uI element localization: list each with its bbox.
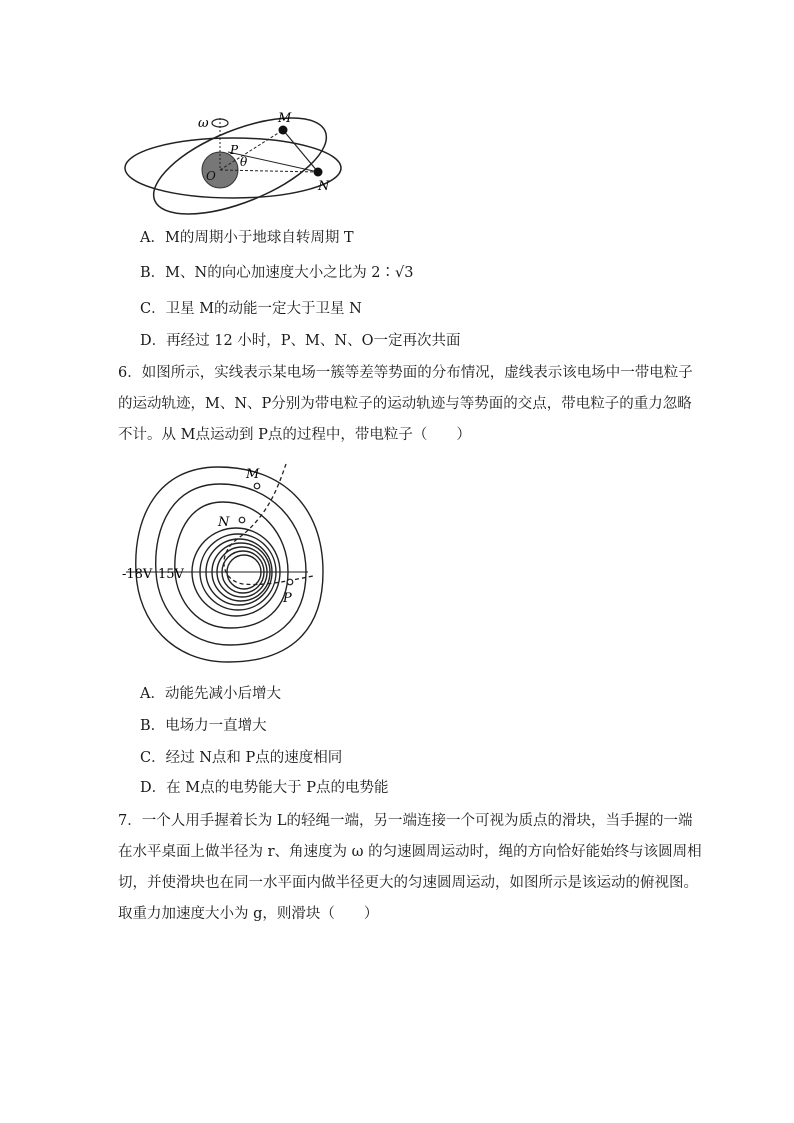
satellite-M [279,126,288,135]
q6-option-d: D．在 M点的电势能大于 P点的电势能 [140,780,389,796]
label-P: P [230,143,239,157]
q6-line-1: 6．如图所示，实线表示某电场一簇等差等势面的分布情况，虚线表示该电场中一带电粒子 [118,365,693,381]
q7-line-3: 切，并使滑块也在同一水平面内做半径更大的匀速圆周运动，如图所示是该运动的俯视图。 [118,875,698,891]
q7-line-2: 在水平桌面上做半径为 r、角速度为 ω 的匀速圆周运动时，绳的方向恰好能始终与该圆周相 [118,844,702,860]
label-N: N [318,179,330,194]
particle-trajectory [224,464,313,585]
point-M [254,483,260,489]
point-N [239,517,245,523]
q5-option-a: A．M的周期小于地球自转周期 T [140,230,354,246]
equipotential-figure [118,462,338,672]
q5-option-c: C．卫星 M的动能一定大于卫星 N [140,301,362,317]
q5-option-b: B．M、N的向心加速度大小之比为 2∶√3 [140,265,414,281]
label-omega: ω [198,116,209,131]
label-O: O [206,169,216,183]
q6-line-3: 不计。从 M点运动到 P点的过程中，带电粒子（ ） [118,427,471,443]
label-18v: -18V [122,567,153,582]
q7-line-1: 7．一个人用手握着长为 L的轻绳一端，另一端连接一个可视为质点的滑块，当手握的一端 [118,813,693,829]
q5-option-d: D．再经过 12 小时，P、M、N、O一定再次共面 [140,333,461,349]
satellite-orbit-figure [118,108,348,218]
q6-option-a: A．动能先减小后增大 [140,686,281,702]
q6-line-2: 的运动轨迹，M、N、P分别为带电粒子的运动轨迹与等势面的交点，带电粒子的重力忽略 [118,396,692,412]
label-P: P [283,591,292,606]
label-15v: 15V [158,567,184,582]
satellite-N [314,168,323,177]
label-theta: θ [240,155,248,169]
q6-option-c: C．经过 N点和 P点的速度相同 [140,750,343,766]
equipotential-outer-2 [156,484,306,645]
q7-line-4: 取重力加速度大小为 g，则滑块（ ） [118,906,379,922]
q7-stem [118,806,702,930]
q6-option-b: B．电场力一直增大 [140,718,267,734]
label-N: N [218,515,230,530]
q6-stem [118,358,693,451]
label-M: M [246,467,260,482]
label-M: M [278,111,292,126]
point-P [287,579,293,585]
